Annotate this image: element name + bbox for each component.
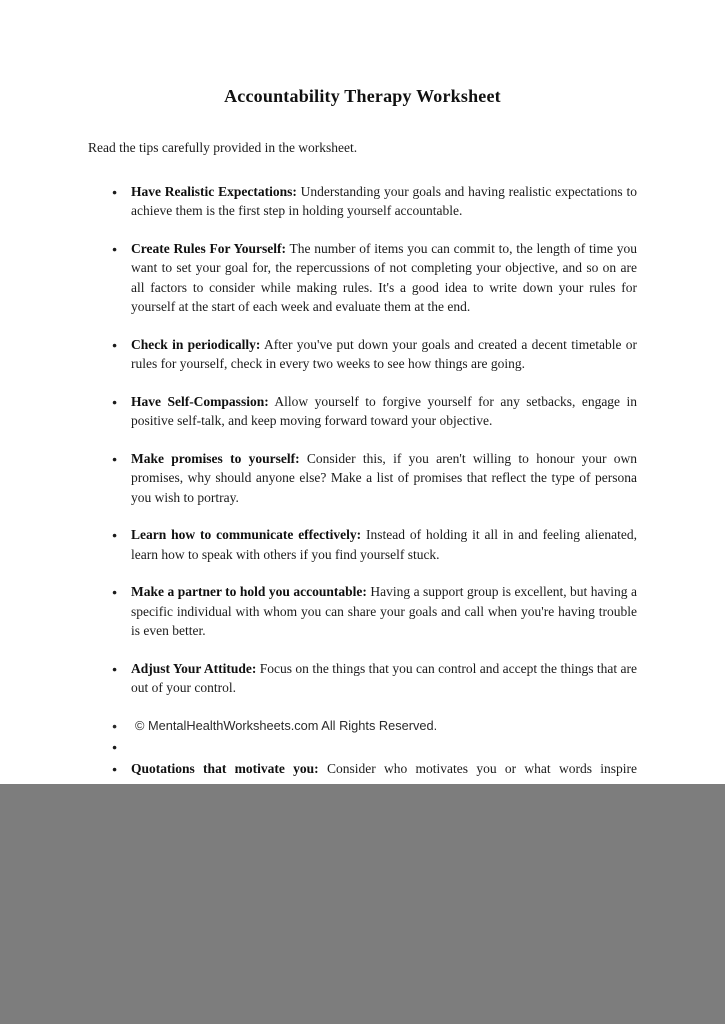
tip-body: Consider who motivates you or what words inspire: [326, 760, 638, 776]
tip-body: After you've put down your goals and created a decent timetable or rules for yourself, check in every two weeks to see how things are going.: [131, 336, 637, 371]
tip-communicate: [88, 525, 637, 564]
tip-partner: [88, 582, 637, 641]
bullet-icon: ●: [112, 243, 118, 254]
bullet-icon: ●: [112, 587, 118, 597]
bullet-icon: ●: [112, 742, 118, 752]
bullet-icon: ●: [112, 763, 118, 774]
tip-lead: Check in periodically:: [131, 336, 261, 352]
tip-body: The number of items you can commit to, the length of time you want to set your goal for, the repercussions of not completing your objective, and so on are all factors to consider while making rules. It's a good idea to write down your rules for yourself at the start of each week and evaluate them at the end.: [131, 240, 637, 314]
tip-realistic-expectations: [88, 182, 637, 221]
bullet-icon: ●: [112, 396, 118, 407]
tip-make-promises: [88, 449, 637, 508]
tip-lead: Have Realistic Expectations:: [131, 183, 297, 199]
tip-body: Allow yourself to forgive yourself for any setbacks, engage in positive self-talk, and keep moving forward toward your objective.: [131, 393, 637, 428]
intro-text: Read the tips carefully provided in the worksheet.: [88, 140, 358, 155]
page-title: Accountability Therapy Worksheet: [224, 86, 501, 106]
tip-body: Focus on the things that you can control and accept the things that are out of your control.: [131, 660, 638, 695]
bullet-icon: ●: [112, 720, 118, 731]
bullet-icon: ●: [112, 186, 118, 197]
tip-lead: Make a partner to hold you accountable:: [131, 584, 367, 599]
bullet-icon: ●: [112, 453, 118, 464]
tips-list: [88, 182, 637, 798]
tip-body: Having a support group is excellent, but having a specific individual with whom you can share your goals and call when you're having trouble is even better.: [131, 584, 637, 638]
tip-check-in: [88, 335, 637, 374]
empty-bullet-line: [88, 737, 637, 757]
tip-lead: Quotations that motivate you:: [131, 760, 319, 776]
tip-lead: Create Rules For Yourself:: [131, 240, 286, 256]
tip-adjust-attitude: [88, 659, 637, 698]
bullet-icon: ●: [112, 530, 118, 540]
tip-lead: Have Self-Compassion:: [131, 393, 269, 409]
tip-body: Instead of holding it all in and feeling alienated, learn how to speak with others if you find yourself stuck.: [131, 527, 638, 562]
tip-body: Understanding your goals and having realistic expectations to achieve them is the first step in holding yourself accountable.: [131, 183, 637, 218]
tip-self-compassion: [88, 392, 637, 431]
quotation-line-1: [131, 759, 637, 779]
tip-create-rules: [88, 239, 637, 317]
tip-lead: Make promises to yourself:: [131, 450, 300, 466]
bullet-icon: ●: [112, 339, 118, 350]
gray-overlay: [0, 784, 725, 1024]
bullet-icon: ●: [112, 663, 118, 674]
copyright-text: © MentalHealthWorksheets.com All Rights Reserved.: [135, 717, 438, 733]
copyright-line: [88, 716, 637, 736]
tip-body: Consider this, if you aren't willing to honour your own promises, why should anyone else? Make a list of promises that reflect the type of persona you wish to portray.: [131, 450, 638, 505]
tip-lead: Learn how to communicate effectively:: [131, 527, 362, 542]
tip-lead: Adjust Your Attitude:: [131, 660, 257, 676]
